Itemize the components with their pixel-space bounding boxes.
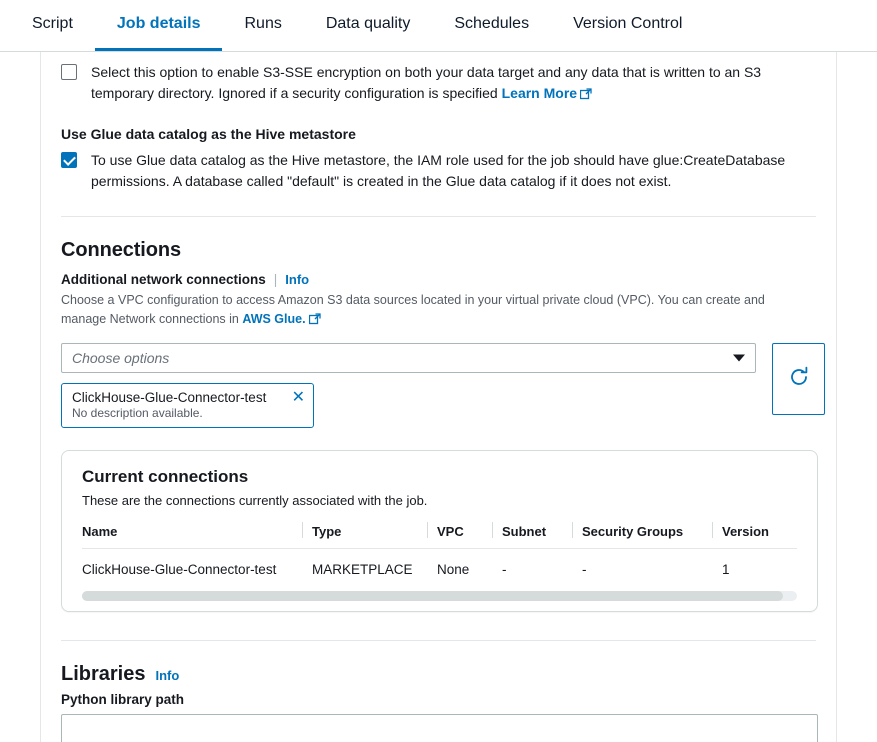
- column-label: Version: [722, 524, 769, 539]
- connections-description: [61, 291, 801, 331]
- column-divider: [427, 522, 428, 538]
- python-library-path-label: Python library path: [61, 692, 185, 707]
- column-header-security-groups[interactable]: [582, 520, 722, 549]
- tab-schedules[interactable]: [432, 0, 551, 51]
- refresh-connections-button[interactable]: [772, 343, 825, 415]
- field-label-text: Additional network connections: [61, 272, 266, 287]
- column-header-version[interactable]: [722, 520, 797, 549]
- selected-connection-token: [61, 383, 314, 428]
- connections-select[interactable]: [61, 343, 756, 373]
- additional-network-connections-label: [61, 272, 816, 287]
- hive-metastore-checkbox[interactable]: [61, 152, 77, 168]
- connections-heading: Connections: [61, 239, 182, 261]
- sse-encryption-checkbox[interactable]: [61, 64, 77, 80]
- tab-bar: [0, 0, 877, 52]
- external-link-icon: [309, 312, 321, 331]
- libraries-info-link[interactable]: Info: [155, 668, 180, 683]
- job-details-content: [40, 52, 837, 742]
- hive-metastore-label: To use Glue data catalog as the Hive metastore, the IAM role used for the job should have glue:CreateDatabase permissions. A database called "default" is created in the Glue data catalog if it does not exist.: [91, 152, 786, 189]
- python-library-path-input[interactable]: [61, 714, 818, 742]
- column-divider: [572, 522, 573, 538]
- column-header-name[interactable]: [82, 520, 312, 549]
- cell-version: 1: [722, 562, 730, 577]
- column-label: Name: [82, 524, 118, 539]
- hive-metastore-row: [61, 150, 816, 192]
- external-link-icon: [580, 85, 592, 106]
- info-link[interactable]: Info: [285, 272, 310, 287]
- tab-script[interactable]: [10, 0, 95, 51]
- tab-label: Script: [32, 15, 73, 32]
- cell-security-groups: -: [582, 562, 587, 577]
- cell-subnet: -: [502, 562, 507, 577]
- libraries-heading-text: Libraries: [61, 663, 146, 685]
- sse-encryption-text: Select this option to enable S3-SSE encryption on both your data target and any data that is written to an S3 temporary directory. Ignored if a security configuration is specified: [91, 64, 762, 101]
- tab-label: Job details: [116, 15, 201, 32]
- libraries-heading: [61, 663, 816, 686]
- learn-more-link[interactable]: Learn More: [501, 85, 578, 101]
- connections-select-row: [61, 343, 816, 428]
- sse-encryption-row: [61, 52, 816, 106]
- column-divider: [712, 522, 713, 538]
- column-label: Subnet: [502, 524, 547, 539]
- section-divider-2: [61, 640, 816, 641]
- table-horizontal-scrollbar[interactable]: [82, 591, 797, 601]
- tab-label: Schedules: [454, 15, 530, 32]
- tab-job-details[interactable]: [95, 0, 223, 51]
- token-title: ClickHouse-Glue-Connector-test: [72, 390, 267, 405]
- column-divider: [302, 522, 303, 538]
- connections-description-text: Choose a VPC configuration to access Amazon S3 data sources located in your virtual private cloud (VPC). You can create and manage Network connections in: [61, 293, 765, 326]
- column-label: Security Groups: [582, 524, 684, 539]
- chevron-down-icon: [733, 355, 745, 362]
- column-header-subnet[interactable]: [502, 520, 582, 549]
- tab-label: Version Control: [573, 15, 683, 32]
- tab-label: Runs: [244, 15, 282, 32]
- refresh-icon: [788, 366, 810, 393]
- sse-encryption-label: [91, 62, 811, 106]
- column-label: VPC: [437, 524, 464, 539]
- tab-version-control[interactable]: [551, 0, 704, 51]
- hive-metastore-heading: Use Glue data catalog as the Hive metastore: [61, 126, 356, 142]
- tab-runs[interactable]: [222, 0, 303, 51]
- label-separator: |: [273, 272, 278, 287]
- tab-label: Data quality: [325, 15, 411, 32]
- table-row: [82, 549, 797, 588]
- section-divider: [61, 216, 816, 217]
- token-subtitle: No description available.: [72, 406, 203, 420]
- aws-glue-link[interactable]: AWS Glue.: [242, 312, 306, 326]
- table-header-row: [82, 520, 797, 549]
- connections-select-value: Choose options: [72, 350, 170, 366]
- scrollbar-thumb[interactable]: [82, 591, 783, 601]
- column-label: Type: [312, 524, 342, 539]
- column-header-type[interactable]: [312, 520, 437, 549]
- cell-vpc: None: [437, 562, 470, 577]
- current-connections-card: [61, 450, 818, 612]
- current-connections-title: Current connections: [82, 467, 249, 486]
- current-connections-table: [82, 520, 797, 587]
- token-text: [72, 390, 266, 420]
- tab-data-quality[interactable]: [304, 0, 433, 51]
- current-connections-subtitle: These are the connections currently associated with the job.: [82, 493, 428, 508]
- column-divider: [492, 522, 493, 538]
- close-icon[interactable]: ✕: [291, 389, 305, 406]
- cell-name: ClickHouse-Glue-Connector-test: [82, 562, 277, 577]
- cell-type: MARKETPLACE: [312, 562, 413, 577]
